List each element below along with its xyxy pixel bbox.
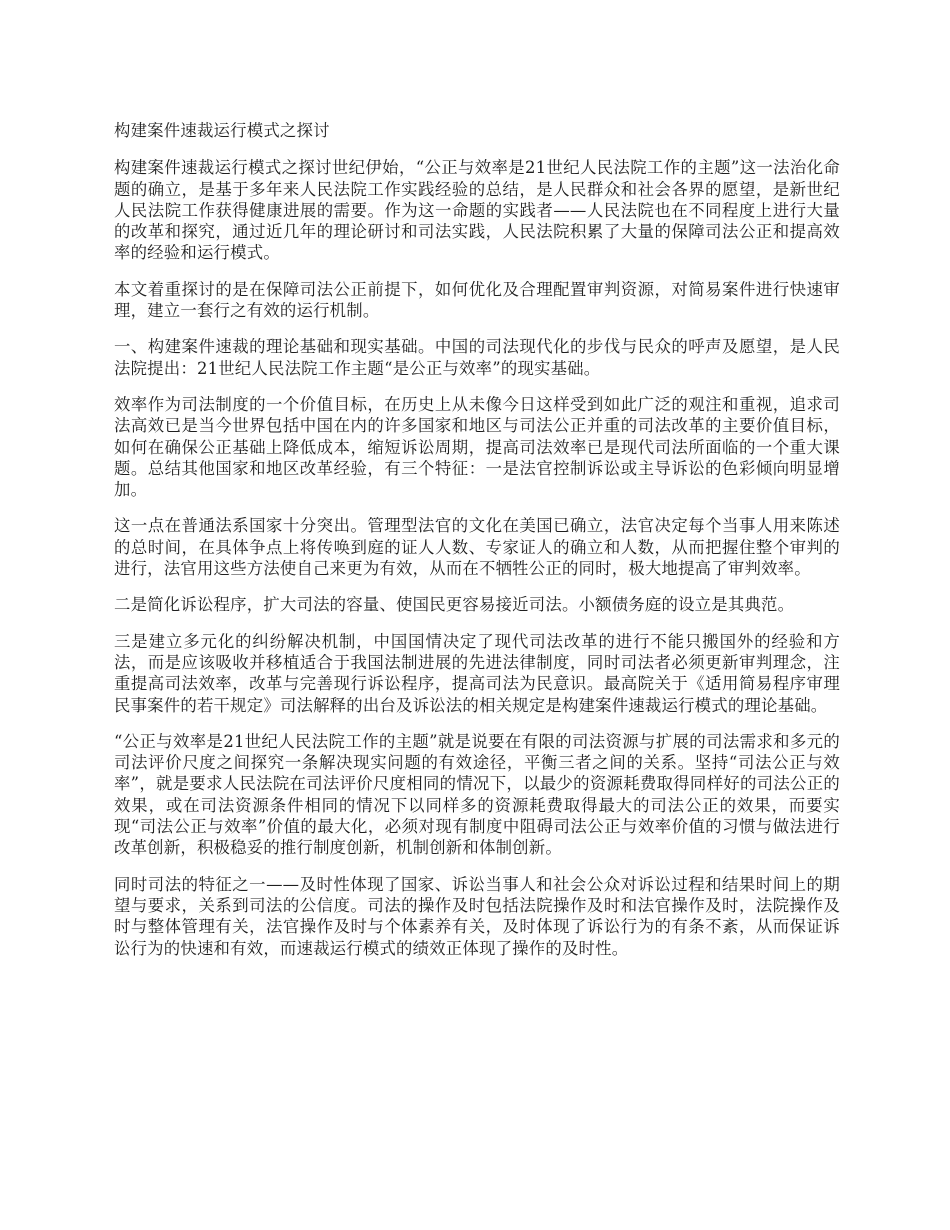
paragraph-9: 同时司法的特征之一——及时性体现了国家、诉讼当事人和社会公众对诉讼过程和结果时间上的期望与要求，关系到司法的公信度。司法的操作及时包括法院操作及时和法官操作及时，法院操作及时与整体管理有关，法官操作及时与个体素养有关，及时体现了诉讼行为的有条不紊，从而保证诉讼行为的快速和有效，而速裁运行模式的绩效正体现了操作的及时性。 <box>114 874 840 958</box>
paragraph-2: 本文着重探讨的是在保障司法公正前提下，如何优化及合理配置审判资源，对简易案件进行快速审理，建立一套行之有效的运行机制。 <box>114 279 840 321</box>
paragraph-6: 二是简化诉讼程序，扩大司法的容量、使国民更容易接近司法。小额债务庭的设立是其典范。 <box>114 595 795 615</box>
paragraph-1: 构建案件速裁运行模式之探讨世纪伊始，“公正与效率是21世纪人民法院工作的主题”这一法治化命题的确立，是基于多年来人民法院工作实践经验的总结，是人民群众和社会各界的愿望，是新世纪人民法院工作获得健康进展的需要。作为这一命题的实践者——人民法院也在不同程度上进行大量的改革和探究，通过近几年的理论研讨和司法实践，人民法院积累了大量的保障司法公正和提高效率的经验和运行模式。 <box>114 158 840 263</box>
document-title: 构建案件速裁运行模式之探讨 <box>114 121 330 140</box>
paragraph-4: 效率作为司法制度的一个价值目标，在历史上从未像今日这样受到如此广泛的观注和重视，追求司法高效已是当今世界包括中国在内的许多国家和地区与司法公正并重的司法改革的主要价值目标，如何在确保公正基础上降低成本，缩短诉讼周期，提高司法效率已是现代司法所面临的一个重大课题。总结其他国家和地区改革经验，有三个特征：一是法官控制诉讼或主导诉讼的色彩倾向明显增加。 <box>114 394 840 500</box>
paragraph-8: “公正与效率是21世纪人民法院工作的主题”就是说要在有限的司法资源与扩展的司法需求和多元的司法评价尺度之间探究一条解决现实问题的有效途径，平衡三者之间的关系。坚持“司法公正与效率”，就是要求人民法院在司法评价尺度相同的情况下，以最少的资源耗费取得同样好的司法公正的效果，或在司法资源条件相同的情况下以同样多的资源耗费取得最大的司法公正的效果，而要实现“司法公正与效率”价值的最大化，必须对现有制度中阻碍司法公正与效率价值的习惯与做法进行改革创新，积极稳妥的推行制度创新，机制创新和体制创新。 <box>114 731 840 858</box>
paragraph-7: 三是建立多元化的纠纷解决机制，中国国情决定了现代司法改革的进行不能只搬国外的经验和方法，而是应该吸收并移植适合于我国法制进展的先进法律制度，同时司法者必须更新审判理念，注重提高司法效率，改革与完善现行诉讼程序，提高司法为民意识。最高院关于《适用简易程序审理民事案件的若干规定》司法解释的出台及诉讼法的相关规定是构建案件速裁运行模式的理论基础。 <box>114 631 840 715</box>
document-page <box>114 120 840 974</box>
paragraph-3: 一、构建案件速裁的理论基础和现实基础。中国的司法现代化的步伐与民众的呼声及愿望，是人民法院提出：21世纪人民法院工作主题“是公正与效率”的现实基础。 <box>114 337 840 378</box>
paragraph-5: 这一点在普通法系国家十分突出。管理型法官的文化在美国已确立，法官决定每个当事人用来陈述的总时间，在具体争点上将传唤到庭的证人人数、专家证人的确立和人数，从而把握住整个审判的进行，法官用这些方法使自己来更为有效，从而在不牺牲公正的同时，极大地提高了审判效率。 <box>114 516 840 579</box>
